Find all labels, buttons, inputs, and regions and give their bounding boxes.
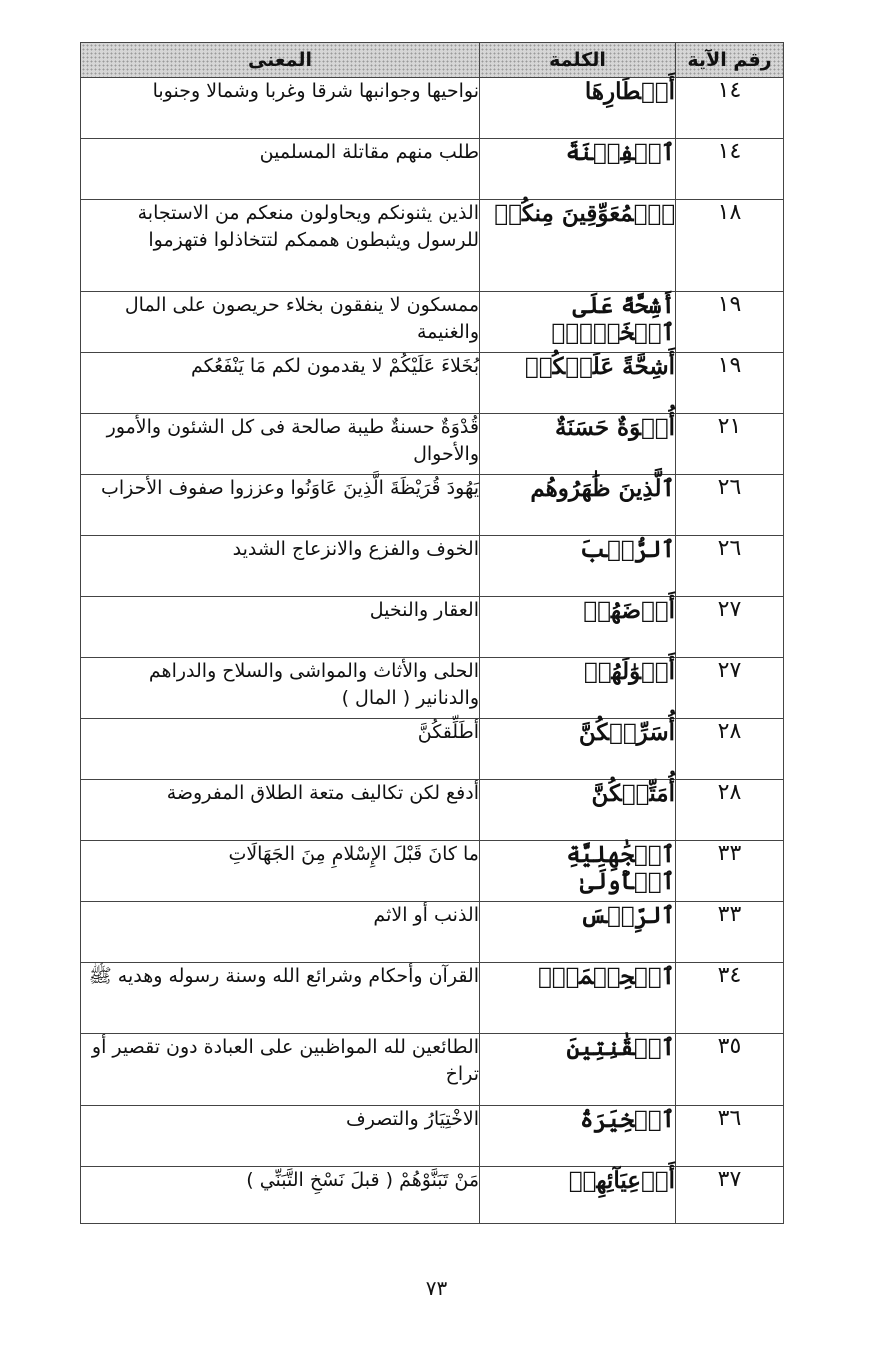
word-meaning: الذنب أو الاثم [81,902,480,963]
quran-word: ٱلرِّجۡسَ [480,902,676,963]
verse-number: ١٨ [676,200,784,292]
page-number: ٧٣ [425,1276,448,1300]
word-meaning: الطائعين لله المواظبين على العبادة دون تقصير أو تراخ [81,1034,480,1106]
verse-number: ٢٧ [676,597,784,658]
table-row [81,719,784,780]
word-meaning: ما كانَ قَبْلَ الإِسْلامِ مِنَ الجَهَالَاتِ [81,841,480,902]
quran-word: ٱلۡفِتۡنَةَ [480,139,676,200]
quran-word: أَمۡوَٰلَهُمۡ [480,658,676,719]
quran-word: أَقۡطَارِهَا [480,78,676,139]
word-meaning: أطَلِّقكُنَّ [81,719,480,780]
verse-number: ٣٥ [676,1034,784,1106]
quran-word: أَرۡضَهُمۡ [480,597,676,658]
verse-number: ٣٣ [676,902,784,963]
table-row [81,139,784,200]
verse-number: ٣٤ [676,963,784,1034]
table-row [81,353,784,414]
verse-number: ١٤ [676,139,784,200]
quran-word: ٱلَّذِينَ ظَٰهَرُوهُم [480,475,676,536]
table-row [81,658,784,719]
word-meaning: طلب منهم مقاتلة المسلمين [81,139,480,200]
verse-number: ٢٧ [676,658,784,719]
word-meaning: أدفع لكن تكاليف متعة الطلاق المفروضة [81,780,480,841]
table-row [81,1034,784,1106]
table-header-row [81,43,784,78]
word-meaning: العقار والنخيل [81,597,480,658]
quran-word: أُمَتِّعۡكُنَّ [480,780,676,841]
verse-number: ١٩ [676,353,784,414]
header-word: الكلمة [480,43,676,78]
table-row [81,78,784,139]
verse-number: ٣٧ [676,1167,784,1224]
quran-word: ٱلۡمُعَوِّقِينَ مِنكُمۡ [480,200,676,292]
word-meaning: الحلى والأثاث والمواشى والسلاح والدراهم والدنانير ( المال ) [81,658,480,719]
header-verse-number: رقم الآية [676,43,784,78]
quran-word: ٱلۡجَٰهِلِيَّةِ ٱلۡأُولَىٰ [480,841,676,902]
table-row [81,1106,784,1167]
quran-word: أُسَرِّحۡكُنَّ [480,719,676,780]
verse-number: ٢٨ [676,780,784,841]
verse-number: ١٤ [676,78,784,139]
word-meaning: الخوف والفزع والانزعاج الشديد [81,536,480,597]
table-row [81,1167,784,1224]
quran-word: ٱلرُّعۡبَ [480,536,676,597]
quran-word: أَشِحَّةً عَلَى ٱلۡخَيۡرِۚ [480,292,676,353]
verse-number: ٢٦ [676,475,784,536]
table-row [81,597,784,658]
word-meaning: مَنْ تَبَنَّوْهُمْ ( قبلَ نَسْخِ التَّبَنِّي ) [81,1167,480,1224]
verse-number: ٢١ [676,414,784,475]
quran-word: أُسۡوَةٌ حَسَنَةٌ [480,414,676,475]
word-meaning: يَهُودَ قُرَيْظَةَ الَّذِينَ عَاوَنُوا وعززوا صفوف الأحزاب [81,475,480,536]
word-meaning: قُدْوَةٌ حسنةٌ طيبة صالحة فى كل الشئون والأمور والأحوال [81,414,480,475]
word-meaning: القرآن وأحكام وشرائع الله وسنة رسوله وهديه ﷺ [81,963,480,1034]
table-row [81,414,784,475]
vocabulary-table [80,42,784,1224]
verse-number: ٢٨ [676,719,784,780]
table-row [81,963,784,1034]
verse-number: ٣٦ [676,1106,784,1167]
quran-word: ٱلۡحِكۡمَةِۚ [480,963,676,1034]
table-row [81,780,784,841]
table-row [81,841,784,902]
table-row [81,200,784,292]
quran-word: أَشِحَّةً عَلَيۡكُمۡ [480,353,676,414]
table-row [81,292,784,353]
word-meaning: ممسكون لا ينفقون بخلاء حريصون على المال والغنيمة [81,292,480,353]
word-meaning: نواحيها وجوانبها شرقا وغربا وشمالا وجنوبا [81,78,480,139]
verse-number: ٣٣ [676,841,784,902]
quran-word: أَدۡعِيَآئِهِمۡ [480,1167,676,1224]
quran-word: ٱلۡقَٰنِتِينَ [480,1034,676,1106]
table-row [81,902,784,963]
verse-number: ١٩ [676,292,784,353]
word-meaning: الذين يثنونكم ويحاولون منعكم من الاستجابة للرسول ويثبطون هممكم لتتخاذلوا فتهزموا [81,200,480,292]
table-row [81,536,784,597]
verse-number: ٢٦ [676,536,784,597]
word-meaning: الاخْتِيَارُ والتصرف [81,1106,480,1167]
table-row [81,475,784,536]
header-meaning: المعنى [81,43,480,78]
quran-word: ٱلۡخِيَرَةُ [480,1106,676,1167]
word-meaning: بُخَلاءَ عَلَيْكُمْ لا يقدمون لكم مَا يَنْفَعُكم [81,353,480,414]
